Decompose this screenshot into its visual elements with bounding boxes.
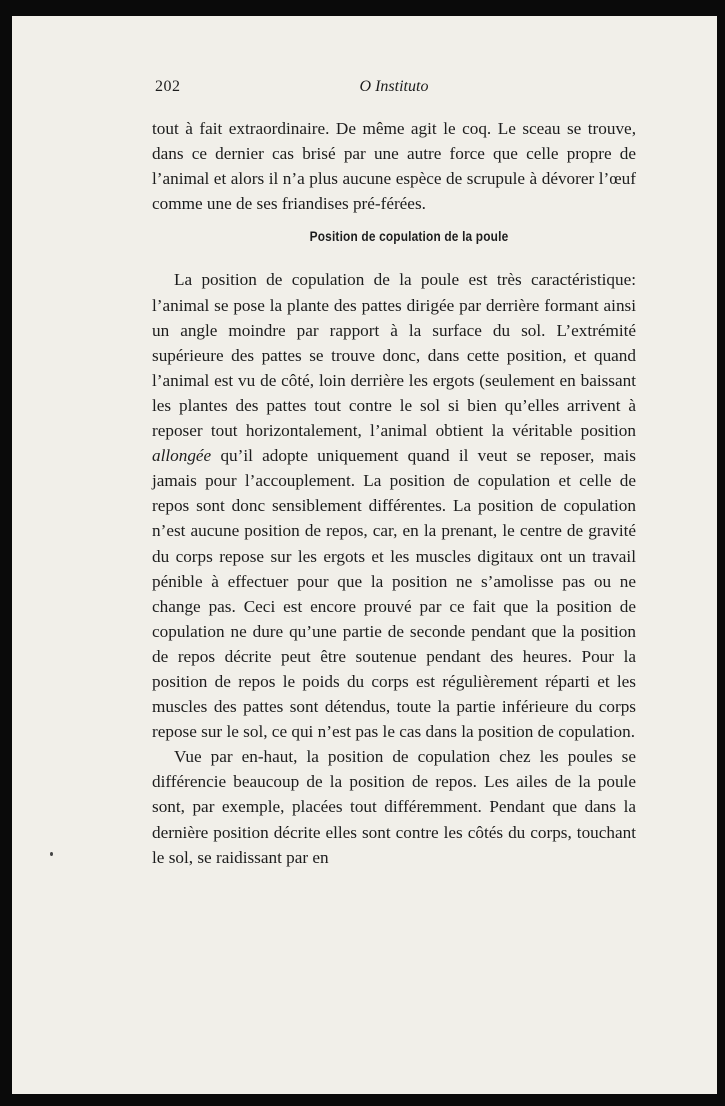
paragraph-text-b: qu’il adopte uniquement quand il veut se reposer, mais jamais pour l’accouplement. La position de copulation et celle de repos sont donc sensiblement différentes. La position de copulation n’est aucune position de repos, car, en la prenant, le centre de gravité du corps repose sur les ergots et les muscles digitaux ont un travail pénible à effectuer pour que la position ne s’amolisse pas ou ne change pas. Ceci est encore prouvé par ce fait que la position de copulation ne dure qu’une partie de seconde pendant que la position de repos décrite peut être soutenue pendant des heures. Pour la position de repos le poids du corps est régulièrement réparti et les muscles des pattes sont détendus, toute la partie inférieure du corps repose sur le sol, ce qui n’est pas le cas dans la position de copulation. (152, 446, 636, 742)
page-number: 202 (155, 78, 181, 95)
italic-term: allongée (152, 446, 212, 466)
paragraph-copulation-position (152, 267, 636, 744)
book-page (12, 16, 717, 1094)
section-heading: Position de copulation de la poule (309, 229, 509, 245)
journal-title: O Instituto (359, 78, 429, 95)
ink-speck (50, 852, 53, 856)
running-head (155, 78, 633, 104)
paragraph-continued: tout à fait extraordinaire. De même agit le coq. Le sceau se trouve, dans ce dernier cas brisé par une autre force que celle propre de l’animal et alors il n’a plus aucune espèce de scrupule à dévorer l’œuf comme une de ses friandises pré-férées. (152, 119, 636, 214)
body-text (152, 116, 636, 870)
paragraph-text-a: La position de copulation de la poule est très caractéristique: l’animal se pose la plante des pattes dirigée par derrière formant ainsi un angle moindre par rapport à la surface du sol. L’extrémité supérieure des pattes se trouve donc, dans cette position, et quand l’animal est vu de côté, loin derrière les ergots (seulement en baissant les plantes des pattes tout contre le sol si bien qu’elles arrivent à reposer tout horizontalement, l’animal obtient la véritable position (152, 270, 636, 441)
paragraph-top-view: Vue par en-haut, la position de copulation chez les poules se différencie beaucoup de la position de repos. Les ailes de la poule sont, par exemple, placées tout différemment. Pendant que dans la dernière position décrite elles sont contre les côtés du corps, touchant le sol, se raidissant par en (152, 747, 636, 867)
